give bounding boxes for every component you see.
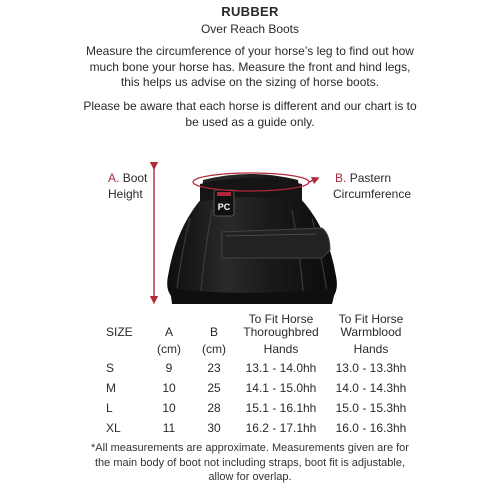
- cell-size: M: [106, 381, 116, 395]
- intro-paragraph-measure: Measure the circumference of your horse’s leg to find out how much bone your horse has. Measure the front and hind legs, this helps us advise on the sizing of horse boots.: [86, 44, 414, 89]
- cell-size: S: [106, 361, 115, 375]
- cell-warmblood: 13.0 - 13.3hh: [335, 361, 407, 375]
- table-row: [106, 418, 416, 438]
- measurement-footnote: *All measurements are approximate. Measurements given are for the main body of boot not including straps, boot fit is adjustable, allow for overlap.: [91, 442, 409, 483]
- label-a-line1: Boot: [122, 171, 148, 185]
- table-header-row: [106, 305, 416, 339]
- header-thoroughbred-line1: To Fit Horse: [248, 312, 314, 326]
- label-a-letter: A.: [108, 171, 120, 185]
- unit-warmblood: Hands: [353, 341, 389, 356]
- boot-diagram: [140, 158, 360, 308]
- unit-a: (cm): [157, 341, 181, 356]
- cell-a: 11: [162, 421, 176, 435]
- label-a-line2: Height: [108, 187, 143, 201]
- header-a: A: [164, 325, 173, 339]
- label-b-letter: B.: [335, 171, 347, 185]
- cell-size: L: [106, 401, 113, 415]
- cell-warmblood: 16.0 - 16.3hh: [335, 421, 407, 435]
- header-size: SIZE: [106, 325, 133, 339]
- page-title: RUBBER: [221, 4, 279, 19]
- header-b: B: [209, 325, 218, 339]
- cell-b: 25: [207, 381, 221, 395]
- page-subtitle: Over Reach Boots: [200, 22, 300, 36]
- logo-text: PC: [217, 202, 231, 212]
- unit-thoroughbred: Hands: [263, 341, 299, 356]
- header-thoroughbred-line2: Thoroughbred: [243, 325, 319, 339]
- intro-paragraph-guide: Please be aware that each horse is different and our chart is to be used as a guide only.: [83, 99, 417, 129]
- cell-b: 30: [207, 421, 221, 435]
- cell-warmblood: 15.0 - 15.3hh: [335, 401, 407, 415]
- brand-logo: [214, 190, 234, 216]
- header-thoroughbred: [236, 305, 326, 339]
- header-warmblood-line2: Warmblood: [340, 325, 402, 339]
- header-warmblood: [326, 305, 416, 339]
- table-units-row: [106, 339, 416, 358]
- cell-a: 10: [162, 381, 176, 395]
- table-row: [106, 398, 416, 418]
- cell-thoroughbred: 15.1 - 16.1hh: [245, 401, 317, 415]
- cell-thoroughbred: 13.1 - 14.0hh: [245, 361, 317, 375]
- label-b-line2: Circumference: [333, 187, 412, 201]
- cell-a: 10: [162, 401, 176, 415]
- cell-b: 23: [207, 361, 221, 375]
- label-b-line1: Pastern: [349, 171, 392, 185]
- cell-size: XL: [106, 421, 121, 435]
- cell-a: 9: [165, 361, 173, 375]
- table-row: [106, 358, 416, 378]
- unit-b: (cm): [202, 341, 226, 356]
- overreach-boot: [167, 174, 337, 304]
- cell-warmblood: 14.0 - 14.3hh: [335, 381, 407, 395]
- cell-b: 28: [207, 401, 221, 415]
- cell-thoroughbred: 14.1 - 15.0hh: [245, 381, 317, 395]
- cell-thoroughbred: 16.2 - 17.1hh: [245, 421, 317, 435]
- header-warmblood-line1: To Fit Horse: [338, 312, 404, 326]
- size-chart-table: [106, 305, 416, 438]
- table-row: [106, 378, 416, 398]
